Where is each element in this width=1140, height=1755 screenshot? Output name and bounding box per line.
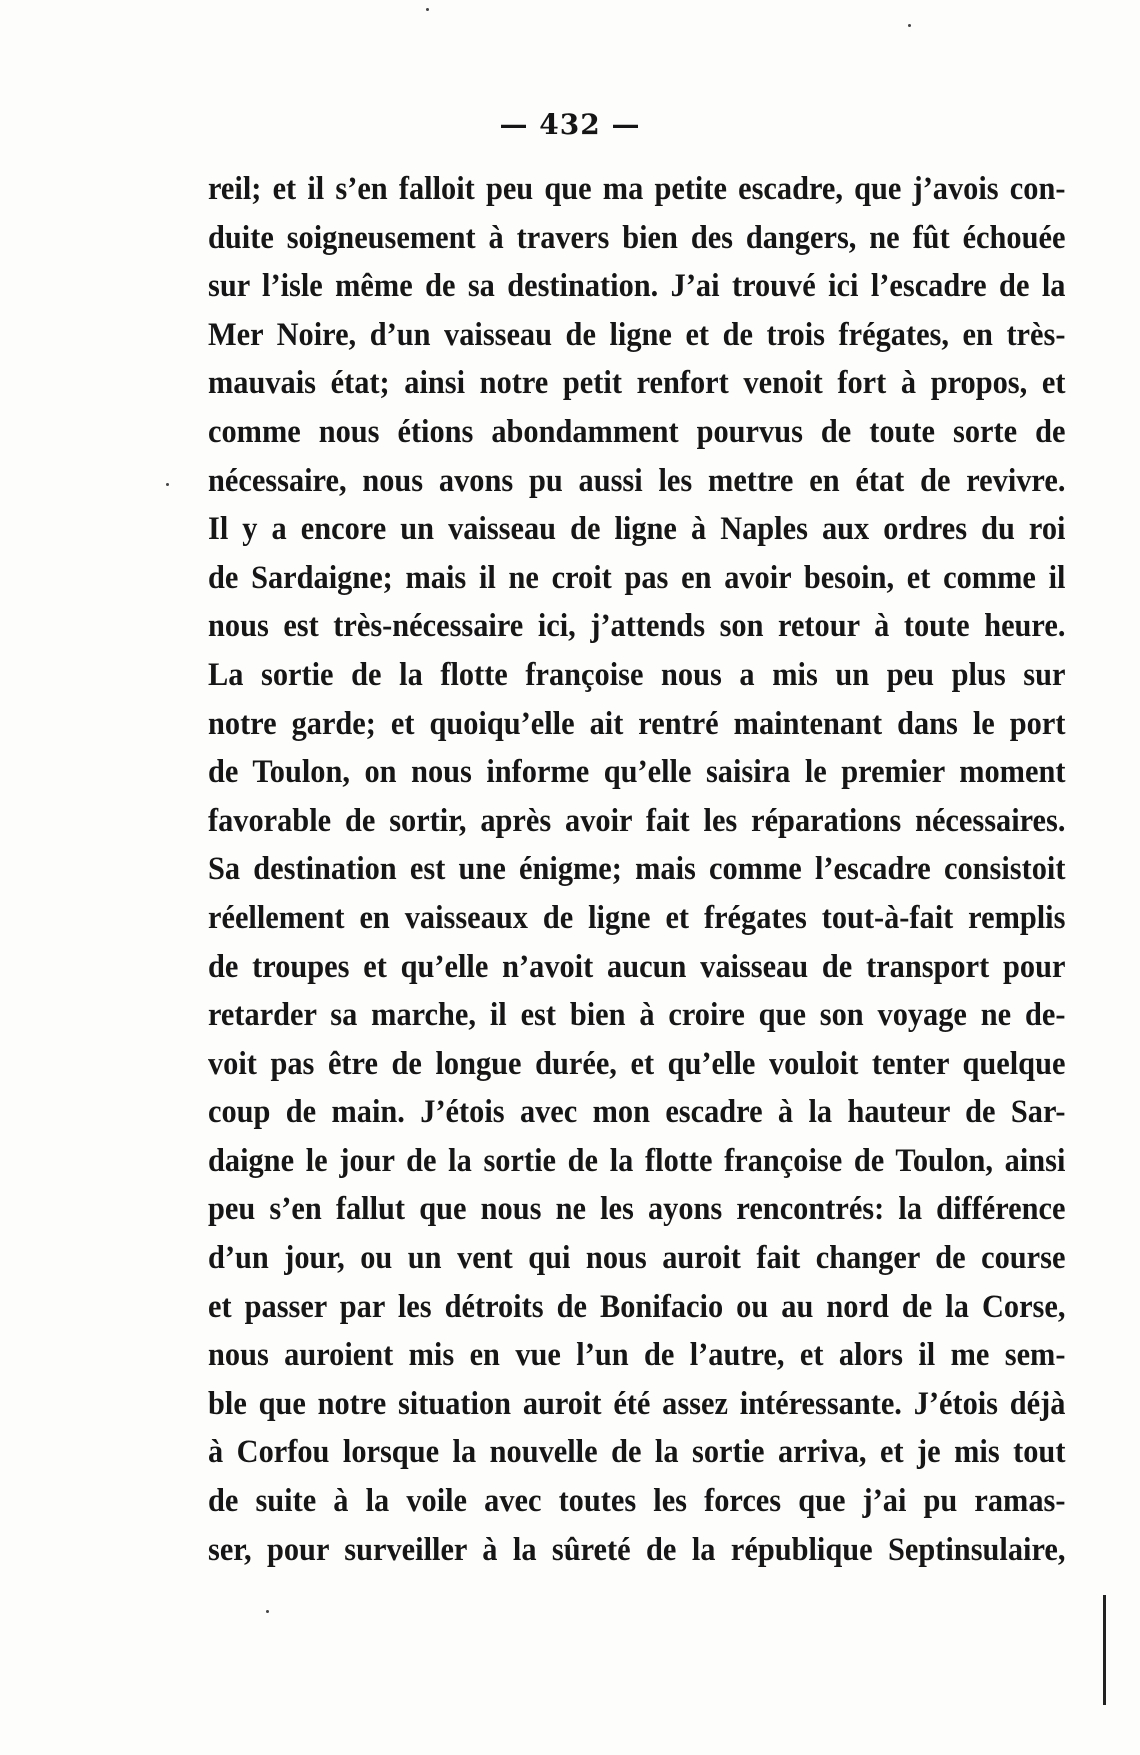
text-line: La sortie de la flotte françoise nous a mis un peu plus sur — [208, 656, 1066, 693]
text-line: à Corfou lorsque la nouvelle de la sortie arriva, et je mis tout — [208, 1434, 1066, 1471]
text-line: ble que notre situation auroit été assez intéressante. J’étois déjà — [208, 1385, 1066, 1422]
text-line: ser, pour surveiller à la sûreté de la république Septinsulaire, — [208, 1531, 1066, 1568]
scan-speck — [426, 8, 429, 11]
text-line: d’un jour, ou un vent qui nous auroit fait changer de course — [208, 1240, 1066, 1277]
text-line: voit pas être de longue durée, et qu’elle vouloit tenter quelque — [208, 1045, 1066, 1082]
text-line: et passer par les détroits de Bonifacio ou au nord de la Corse, — [208, 1288, 1066, 1325]
text-line: nous est très-nécessaire ici, j’attends son retour à toute heure. — [208, 608, 1066, 645]
text-line: duite soigneusement à travers bien des dangers, ne fût échouée — [208, 219, 1066, 256]
text-line: nécessaire, nous avons pu aussi les mettre en état de revivre. — [208, 462, 1066, 499]
text-line: favorable de sortir, après avoir fait les réparations nécessaires. — [208, 802, 1066, 839]
text-line: de Sardaigne; mais il ne croit pas en avoir besoin, et comme il — [208, 559, 1066, 596]
text-line: coup de main. J’étois avec mon escadre à la hauteur de Sar- — [208, 1094, 1066, 1131]
scan-speck — [908, 24, 911, 27]
body-text — [208, 165, 1066, 1574]
text-line: Sa destination est une énigme; mais comme l’escadre consistoit — [208, 851, 1066, 888]
text-line: notre garde; et quoiqu’elle ait rentré maintenant dans le port — [208, 705, 1066, 742]
text-line: Il y a encore un vaisseau de ligne à Naples aux ordres du roi — [208, 511, 1066, 548]
text-line: daigne le jour de la sortie de la flotte françoise de Toulon, ainsi — [208, 1142, 1066, 1179]
page-edge-shadow — [1103, 1595, 1106, 1705]
text-line: de Toulon, on nous informe qu’elle saisira le premier moment — [208, 754, 1066, 791]
text-line: peu s’en fallut que nous ne les ayons rencontrés: la différence — [208, 1191, 1066, 1228]
text-line: retarder sa marche, il est bien à croire que son voyage ne de- — [208, 997, 1066, 1034]
text-line: nous auroient mis en vue l’un de l’autre, et alors il me sem- — [208, 1337, 1066, 1374]
text-line: mauvais état; ainsi notre petit renfort venoit fort à propos, et — [208, 365, 1066, 402]
scan-speck — [166, 483, 169, 486]
text-line: comme nous étions abondamment pourvus de toute sorte de — [208, 413, 1066, 450]
text-line: reil; et il s’en falloit peu que ma petite escadre, que j’avois con- — [208, 171, 1066, 207]
text-line: sur l’isle même de sa destination. J’ai trouvé ici l’escadre de la — [208, 268, 1066, 305]
text-line: réellement en vaisseaux de ligne et frégates tout-à-fait remplis — [208, 899, 1066, 936]
text-line: de troupes et qu’elle n’avoit aucun vaisseau de transport pour — [208, 948, 1066, 985]
text-line: de suite à la voile avec toutes les forces que j’ai pu ramas- — [208, 1483, 1066, 1520]
scan-speck — [266, 1610, 269, 1613]
text-line: Mer Noire, d’un vaisseau de ligne et de trois frégates, en très- — [208, 316, 1066, 353]
page-number: — 432 — — [499, 108, 641, 141]
